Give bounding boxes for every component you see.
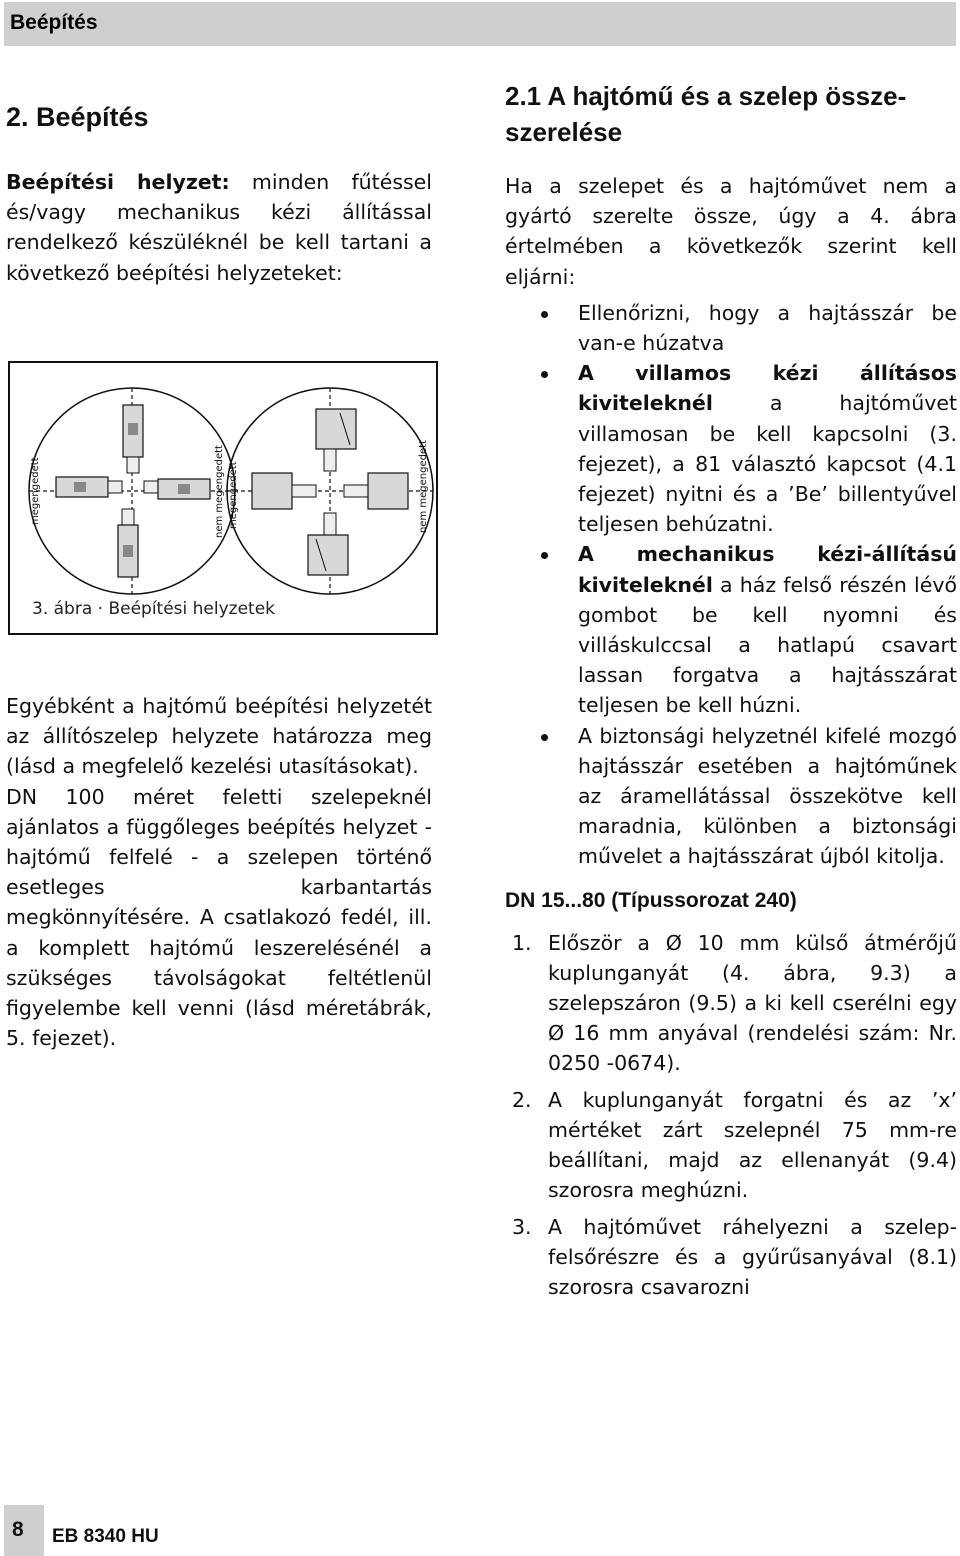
intro-paragraph [6, 167, 432, 288]
running-header-title: Beépítés [10, 11, 98, 34]
series-subtitle: DN 15...80 (Típussorozat 240) [505, 888, 797, 912]
step-item: 1. Először a Ø 10 mm külső átmérőjű kuplunganyát (4. ábra, 9.3) a szelepszáron (9.5) a ki kell cserélni egy Ø 16 mm anyával (rendelési szám: Nr. 0250 -0674). [512, 930, 957, 1076]
page-number-box [4, 1505, 44, 1556]
bullet-icon [541, 552, 548, 559]
running-header [4, 2, 956, 46]
figure-caption: 3. ábra · Beépítési helyzetek [32, 599, 276, 619]
label-allowed-left: megengedett [30, 457, 41, 525]
bullet-icon [541, 371, 548, 378]
bullet-item: A mechanikus kézi-állítású kiviteleknél a ház felső részén lévő gombot be kell nyomni és villáskulccsal a hatlapú csavart lassan forgatva a hajtásszárat teljesen be kell húzni. [505, 539, 957, 720]
assembly-bullet-list [505, 298, 957, 872]
bullet-icon [541, 311, 548, 318]
step-item: 2. A kuplunganyát forgatni és az ’x’ mértéket zárt szelepnél 75 mm-re beállítani, majd az ellenanyát (9.4) szorosra meghúzni. [512, 1087, 957, 1203]
installation-positions-figure [8, 361, 438, 635]
intro-bold: Beépítési helyzet: [6, 170, 230, 194]
document-code: EB 8340 HU [52, 1526, 159, 1547]
label-not-allowed-right: nem megengedett [418, 440, 429, 533]
subsection-title: 2.1 A hajtómű és a szelep össze-szerelése [505, 81, 907, 147]
page-number: 8 [12, 1518, 24, 1541]
left-column [6, 100, 432, 288]
step-item: 3. A hajtóművet ráhelyezni a szelep-felsőrészre és a gyűrűsanyával (8.1) szorosra csavarozni [512, 1214, 957, 1299]
label-not-allowed-mid: nem megengedett [214, 445, 225, 538]
section-title: 2. Beépítés [6, 102, 149, 132]
bullet-item: A biztonsági helyzetnél kifelé mozgó hajtásszár esetében a hajtóműnek az áramellátással összekötve kell maradnia, különben a biztonsági művelet a hajtásszárat újból kitolja. [505, 721, 957, 872]
bullet-item: Ellenőrizni, hogy a hajtásszár be van-e húzatva [505, 298, 957, 358]
intro-text: minden fűtéssel és/vagy mechanikus kézi állítással rendelkező készüléknél be kell tartani a következő beépítési helyzeteket: [6, 170, 432, 285]
paragraph-position: Egyébként a hajtómű beépítési helyzetét az állítószelep helyzete határozza meg (lásd a megfelelő kezelési utasításokat). [6, 694, 432, 779]
left-column-lower [6, 691, 432, 1053]
bullet-item: A villamos kézi állításos kiviteleknél a hajtóművet villamosan be kell kapcsolni (3. fejezet), a 81 választó kapcsot (4.1 fejezet) nyitni és a ’Be’ billentyűvel teljesen behúzatni. [505, 358, 957, 539]
assembly-steps [505, 928, 957, 1302]
assembly-intro: Ha a szelepet és a hajtóművet nem a gyártó szerelte össze, úgy a 4. ábra értelmében a következők szerint kell eljárni: [505, 174, 957, 289]
bullet-icon [541, 734, 548, 741]
right-column [505, 78, 957, 1302]
paragraph-dn100: DN 100 méret feletti szelepeknél ajánlatos a függőleges beépítés helyzet - hajtómű felfelé - a szelepen történő esetleges karbantartás megkönnyítésére. A csatlakozó fedél, ill. a komplett hajtómű leszerelésénél a szükséges távolságokat feltétlenül figyelembe kell venni (lásd méretábrák, 5. fejezet). [6, 784, 432, 1051]
label-allowed-mid: megengedett [228, 461, 239, 529]
